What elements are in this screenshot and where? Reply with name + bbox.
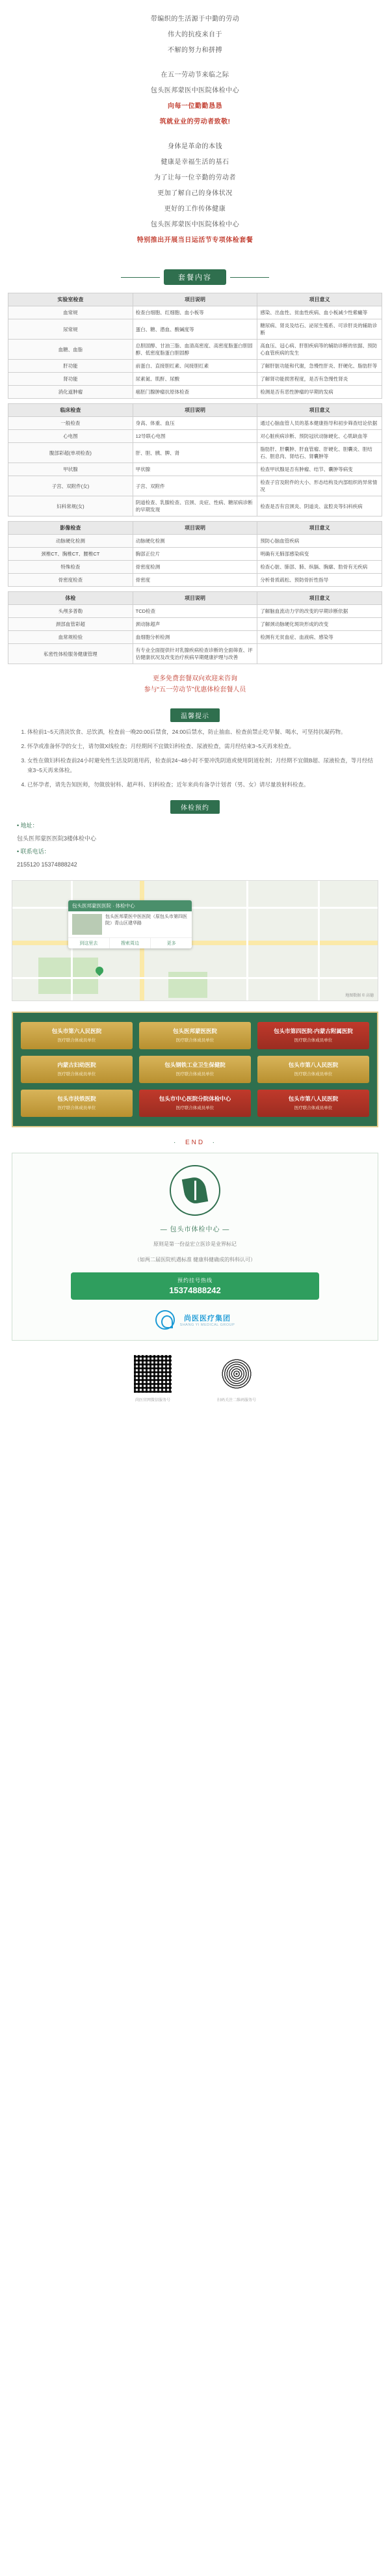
table-cell: 对心脏疾病诊断、预防冠状动脉硬化、心肌缺血等 bbox=[257, 430, 382, 443]
table-cell: 妇科常规(女) bbox=[8, 496, 133, 517]
group-logo-icon bbox=[155, 1310, 175, 1330]
hospital-card[interactable] bbox=[21, 1090, 133, 1117]
hospital-subtitle: 医疗联合体成员单位 bbox=[294, 1072, 333, 1077]
table-cell: TCD检查 bbox=[133, 605, 257, 618]
column-header: 项目意义 bbox=[257, 592, 382, 605]
intro-section bbox=[0, 0, 390, 258]
promo-notice bbox=[0, 664, 390, 698]
qr-row bbox=[0, 1355, 390, 1402]
column-header: 临床检查 bbox=[8, 404, 133, 417]
table-cell bbox=[257, 644, 382, 664]
table-cell: 蛋白、糖、潜血、酸碱度等 bbox=[133, 319, 257, 340]
table-cell: 甲状腺 bbox=[8, 463, 133, 476]
table-cell: 癌胚门腺肿瘤抗原体检查 bbox=[133, 386, 257, 399]
package-table bbox=[8, 293, 382, 664]
map-more-button[interactable]: 更多 bbox=[166, 941, 176, 946]
table-cell: 腹部彩超(单项检查) bbox=[8, 443, 133, 463]
hospital-subtitle: 医疗联合体成员单位 bbox=[57, 1072, 96, 1077]
intro-line: 身体是革命的本钱 bbox=[168, 143, 222, 150]
map-road bbox=[318, 881, 320, 1001]
intro-line: 包头医邦蒙医中医院体检中心 bbox=[150, 87, 240, 94]
intro-line: 伟大的抗疫来自于 bbox=[168, 31, 222, 38]
promo-line: 参与“五一劳动节”优惠体检套餐人员 bbox=[144, 686, 246, 693]
table-row bbox=[8, 548, 382, 561]
table-row bbox=[8, 386, 382, 399]
tips-banner-label: 温馨提示 bbox=[170, 708, 220, 722]
table-cell: 骨密度 bbox=[133, 574, 257, 587]
table-cell: 预防心脑血管疾病 bbox=[257, 535, 382, 548]
table-cell: 脂肪肝、肝囊肿、肝血管瘤、肝硬化、胆囊炎、胆结石、胆息肉、肾结石、肾囊肿等 bbox=[257, 443, 382, 463]
table-row bbox=[8, 306, 382, 319]
end-marker: · END · bbox=[174, 1139, 216, 1146]
clinic-logo-icon bbox=[170, 1165, 220, 1216]
promo-line: 更多免费套餐双向欢迎来咨询 bbox=[153, 675, 237, 682]
table-cell: 头颅多普勒 bbox=[8, 605, 133, 618]
hospital-card[interactable] bbox=[21, 1056, 133, 1083]
hospital-card[interactable] bbox=[21, 1022, 133, 1049]
hospital-subtitle: 医疗联合体成员单位 bbox=[294, 1038, 333, 1043]
table-cell: 颈椎CT、胸椎CT、腰椎CT bbox=[8, 548, 133, 561]
table-cell: 12导联心电图 bbox=[133, 430, 257, 443]
column-header: 项目说明 bbox=[133, 522, 257, 535]
hotline-number: 15374888242 bbox=[169, 1285, 221, 1295]
column-header: 项目说明 bbox=[133, 404, 257, 417]
group-name-en: SHANG YI MEDICAL GROUP bbox=[179, 1323, 235, 1327]
table-cell: 总胆固醇、甘油三脂、血清高密度、高密度脂蛋白胆固醇、低密度脂蛋白胆固醇 bbox=[133, 340, 257, 360]
table-cell: 一般检查 bbox=[8, 417, 133, 430]
column-header: 项目意义 bbox=[257, 522, 382, 535]
tip-item: 3. 女性在做妇科检查前24小时避免性生活及阴道用药，检查前24~48小时不要冲洗阴道或使用阴道栓剂；月经期不宜做B超、尿液检查，等月经结束3~5天再来体检。 bbox=[27, 756, 373, 775]
column-header: 项目意义 bbox=[257, 404, 382, 417]
intro-line: 带编织的生活源于中勤的劳动 bbox=[150, 16, 240, 23]
table-row bbox=[8, 574, 382, 587]
hospital-subtitle: 医疗联合体成员单位 bbox=[57, 1106, 96, 1110]
table-row bbox=[8, 319, 382, 340]
table-cell: 子宫、双附件(女) bbox=[8, 476, 133, 496]
intro-line: 包头医邦蒙医中医院体检中心 bbox=[150, 221, 240, 228]
hospital-subtitle: 医疗联合体成员单位 bbox=[176, 1072, 214, 1077]
table-cell: 尿素氮、肌酐、尿酸 bbox=[133, 373, 257, 386]
table-cell: 了解脑血流动力学的改变的早期诊断依据 bbox=[257, 605, 382, 618]
map-navigate-button[interactable]: 到这里去 bbox=[68, 938, 110, 948]
table-row bbox=[8, 443, 382, 463]
tip-item: 2. 怀孕或准备怀孕的女士，请勿做X线检查；月经期间不宜做妇科检查、尿液检查，需月经结束3~5天再来检查。 bbox=[27, 742, 373, 751]
table-cell: 检查是否有宫颈炎、阴道炎、盆腔炎等妇科疾病 bbox=[257, 496, 382, 517]
column-header: 体检 bbox=[8, 592, 133, 605]
intro-line-highlight: 向每一位勤勤恳恳 bbox=[168, 103, 222, 110]
table-cell: 血细胞分析检测 bbox=[133, 631, 257, 644]
table-row bbox=[8, 463, 382, 476]
intro-line: 更加了解自己的身体状况 bbox=[157, 190, 233, 197]
hospital-subtitle: 医疗联合体成员单位 bbox=[176, 1038, 214, 1043]
table-cell: 肝、胆、胰、脾、肾 bbox=[133, 443, 257, 463]
hospital-name: 包头市第四医院-内蒙古附属医院 bbox=[274, 1028, 353, 1034]
table-cell: 血常规检验 bbox=[8, 631, 133, 644]
map-road bbox=[12, 977, 378, 979]
location-map[interactable] bbox=[12, 880, 378, 1001]
intro-line: 在五一劳动节来临之际 bbox=[161, 72, 229, 79]
table-row bbox=[8, 644, 382, 664]
qr-right[interactable] bbox=[217, 1355, 256, 1402]
tip-item: 1. 体检前1~5天清淡饮食、忌饮酒，检查前一晚20:00后禁食，24:00后禁水，防止抽血、检查前禁止吃早餐、喝水，可坚持抗凝药物。 bbox=[27, 727, 373, 737]
map-callout-thumbnail bbox=[72, 914, 102, 935]
fingerprint-qr-icon bbox=[218, 1355, 255, 1393]
table-cell: 身高、体重、血压 bbox=[133, 417, 257, 430]
map-park bbox=[38, 958, 98, 994]
tip-item: 4. 已怀孕者，请先告知医师，勿做放射科、超声科、妇科检查；近年来尚有备孕计划者（男、女）请尽量放射科检查。 bbox=[27, 780, 373, 790]
table-row bbox=[8, 561, 382, 574]
column-header: 项目说明 bbox=[133, 293, 257, 306]
address-value: 包头医邦蒙医医院3楼体检中心 bbox=[17, 835, 97, 842]
hospital-name: 包头医邦蒙医医院 bbox=[172, 1028, 217, 1034]
table-cell: 消化道肿瘤 bbox=[8, 386, 133, 399]
hospital-name: 包头市第八人民医院 bbox=[288, 1095, 339, 1102]
table-cell: 颈部血管彩超 bbox=[8, 618, 133, 631]
table-cell: 阴道检查、乳腺检查、宫颈、炎症、性病、糖尿病诊断的早期发现 bbox=[133, 496, 257, 517]
hospital-card[interactable] bbox=[139, 1022, 251, 1049]
map-road bbox=[246, 881, 248, 1001]
qr-right-caption: 扫码关注二维码服务号 bbox=[216, 1399, 256, 1402]
table-cell: 分析骨质疏松、预防骨折性指导 bbox=[257, 574, 382, 587]
table-header-row bbox=[8, 404, 382, 417]
map-park bbox=[168, 972, 207, 998]
package-tables bbox=[0, 289, 390, 664]
group-name-cn: 尚医医疗集团 bbox=[184, 1315, 231, 1322]
table-cell: 感染、出血性、贫血性疾病、血小板减少性紫癜等 bbox=[257, 306, 382, 319]
address-label: • 地址： bbox=[17, 822, 38, 829]
hotline-button[interactable] bbox=[71, 1272, 319, 1300]
table-cell: 了解肾功能损害程度，是否有急慢性肾炎 bbox=[257, 373, 382, 386]
hospital-name: 包头钢铁工业卫生保健院 bbox=[164, 1062, 226, 1068]
hospital-card[interactable] bbox=[257, 1090, 369, 1117]
group-brand bbox=[23, 1310, 367, 1330]
table-row bbox=[8, 631, 382, 644]
section-banner-package bbox=[0, 269, 390, 285]
map-callout[interactable] bbox=[68, 900, 192, 948]
footer-desc-2: （如两二届医院机遇标准 健康科健确成的科科认可） bbox=[134, 1257, 256, 1263]
table-cell: 血常规 bbox=[8, 306, 133, 319]
qr-code-icon bbox=[134, 1355, 172, 1393]
hospital-name: 内蒙古妇幼医院 bbox=[57, 1062, 96, 1068]
booking-banner bbox=[0, 800, 390, 814]
table-row bbox=[8, 417, 382, 430]
table-row bbox=[8, 373, 382, 386]
booking-banner-label: 体检预约 bbox=[170, 800, 220, 814]
table-cell: 通过心脑血管人员的基本健康指导和初步筛查结论依据 bbox=[257, 417, 382, 430]
table-header-row bbox=[8, 592, 382, 605]
table-cell: 有专业全面提供针对乳腺疾病检查诊断的全面筛查、评估健康状况及改变治疗疾病早期健康护理与改善 bbox=[133, 644, 257, 664]
hospital-name: 包头市中心医院分院体检中心 bbox=[159, 1095, 231, 1102]
table-cell: 尿常规 bbox=[8, 319, 133, 340]
hotline-title: 预约挂号热线 bbox=[177, 1278, 213, 1283]
table-row bbox=[8, 360, 382, 373]
column-header: 影像检查 bbox=[8, 522, 133, 535]
map-watermark: 地图数据 © 高德 bbox=[345, 994, 374, 998]
table-cell: 心电图 bbox=[8, 430, 133, 443]
table-cell: 肝功能 bbox=[8, 360, 133, 373]
table-cell: 胸部正位片 bbox=[133, 548, 257, 561]
tips-banner bbox=[0, 708, 390, 722]
tips-list bbox=[17, 727, 373, 790]
table-cell: 检查子宫及附件的大小、形态结构及内部组织的异常情况 bbox=[257, 476, 382, 496]
table-cell: 高血压、冠心病、肝胆疾病等的辅助诊断的依据、预防心血管疾病的发生 bbox=[257, 340, 382, 360]
table-cell: 甲状腺 bbox=[133, 463, 257, 476]
table-cell: 糖尿病、肾炎及结石、泌尿生殖系、可诊肝炎的辅助诊断 bbox=[257, 319, 382, 340]
table-cell: 子宫、双附件 bbox=[133, 476, 257, 496]
table-cell: 肾功能 bbox=[8, 373, 133, 386]
table-cell: 检查心脏、肺部、肺、纵膈、胸廓、肋骨有无疾病 bbox=[257, 561, 382, 574]
table-row bbox=[8, 605, 382, 618]
intro-line: 不解的努力和拼搏 bbox=[168, 47, 222, 54]
table-cell: 骨密度检测 bbox=[133, 561, 257, 574]
intro-line-highlight: 特别推出开展当日运活节专项体检套餐 bbox=[136, 237, 254, 244]
table-cell: 前蛋白、直接胆红素、间接胆红素 bbox=[133, 360, 257, 373]
table-row bbox=[8, 476, 382, 496]
hospital-card[interactable] bbox=[257, 1022, 369, 1049]
hospital-name: 包头市第六人民医院 bbox=[51, 1028, 102, 1034]
intro-line: 为了让每一位辛勤的劳动者 bbox=[154, 174, 236, 181]
column-header: 实验室检查 bbox=[8, 293, 133, 306]
end-label: END bbox=[185, 1139, 205, 1146]
table-cell: 明确有无肺部感染病变 bbox=[257, 548, 382, 561]
tel-value: 2155120 15374888242 bbox=[17, 861, 77, 868]
table-row bbox=[8, 496, 382, 517]
hospital-card[interactable] bbox=[257, 1056, 369, 1083]
section-banner-label: 套餐内容 bbox=[164, 269, 226, 285]
booking-info bbox=[17, 819, 373, 871]
map-nearby-button[interactable]: 搜索周边 bbox=[110, 938, 151, 948]
hospital-subtitle: 医疗联合体成员单位 bbox=[176, 1106, 214, 1110]
table-cell: 特殊检查 bbox=[8, 561, 133, 574]
hospital-grid bbox=[12, 1012, 378, 1127]
table-cell: 颈动脉超声 bbox=[133, 618, 257, 631]
map-road bbox=[12, 907, 378, 909]
table-row bbox=[8, 535, 382, 548]
qr-left[interactable] bbox=[134, 1355, 172, 1402]
table-row bbox=[8, 340, 382, 360]
intro-line: 健康是幸福生活的基石 bbox=[161, 159, 229, 166]
hospital-card[interactable] bbox=[139, 1090, 251, 1117]
map-callout-text: 包头医邦蒙医中医医院（原包头市第四医院）青山区建华路 bbox=[105, 915, 187, 926]
hospital-name: 包头市扶铁医院 bbox=[57, 1095, 96, 1102]
column-header: 项目意义 bbox=[257, 293, 382, 306]
table-cell: 骨密度检查 bbox=[8, 574, 133, 587]
footer-brand-line: — 包头市体检中心 — bbox=[160, 1226, 230, 1233]
table-row bbox=[8, 618, 382, 631]
table-cell: 检测是否有恶性肿瘤的早期的发病 bbox=[257, 386, 382, 399]
hospital-card[interactable] bbox=[139, 1056, 251, 1083]
table-cell: 动脉硬化检测 bbox=[8, 535, 133, 548]
table-cell: 检查白细胞、红细胞、血小板等 bbox=[133, 306, 257, 319]
column-header: 项目说明 bbox=[133, 592, 257, 605]
hospital-name: 包头市第八人民医院 bbox=[288, 1062, 339, 1068]
footer-card bbox=[12, 1153, 378, 1341]
footer-desc-1: 原则是第一份益宏立医诊是业界标记 bbox=[153, 1241, 237, 1247]
hospital-subtitle: 医疗联合体成员单位 bbox=[57, 1038, 96, 1043]
table-cell: 了解颈动脉硬化斑块形成的改变 bbox=[257, 618, 382, 631]
table-row bbox=[8, 430, 382, 443]
intro-line: 更好的工作传体健康 bbox=[164, 206, 226, 213]
table-cell: 了解肝脏功能和代谢，急慢性肝炎、肝硬化、脂肪肝等 bbox=[257, 360, 382, 373]
tel-label: • 联系电话： bbox=[17, 848, 50, 855]
table-header-row bbox=[8, 293, 382, 306]
table-cell: 检测有无贫血症、血液病、感染等 bbox=[257, 631, 382, 644]
table-cell: 动脉硬化检测 bbox=[133, 535, 257, 548]
hospital-subtitle: 医疗联合体成员单位 bbox=[294, 1106, 333, 1110]
table-cell: 检查甲状腺是否有肿瘤、结节、囊肿等病变 bbox=[257, 463, 382, 476]
map-callout-title: 包头医邦蒙医医院 · 体检中心 bbox=[68, 900, 192, 911]
table-header-row bbox=[8, 522, 382, 535]
table-cell: 私密性体检服务健康管理 bbox=[8, 644, 133, 664]
map-road-major bbox=[12, 941, 378, 945]
table-cell: 血糖、血脂 bbox=[8, 340, 133, 360]
intro-line-highlight: 筑就业业的劳动者致敬! bbox=[159, 118, 231, 126]
qr-left-caption: 尚医官网微信服务号 bbox=[135, 1399, 170, 1402]
